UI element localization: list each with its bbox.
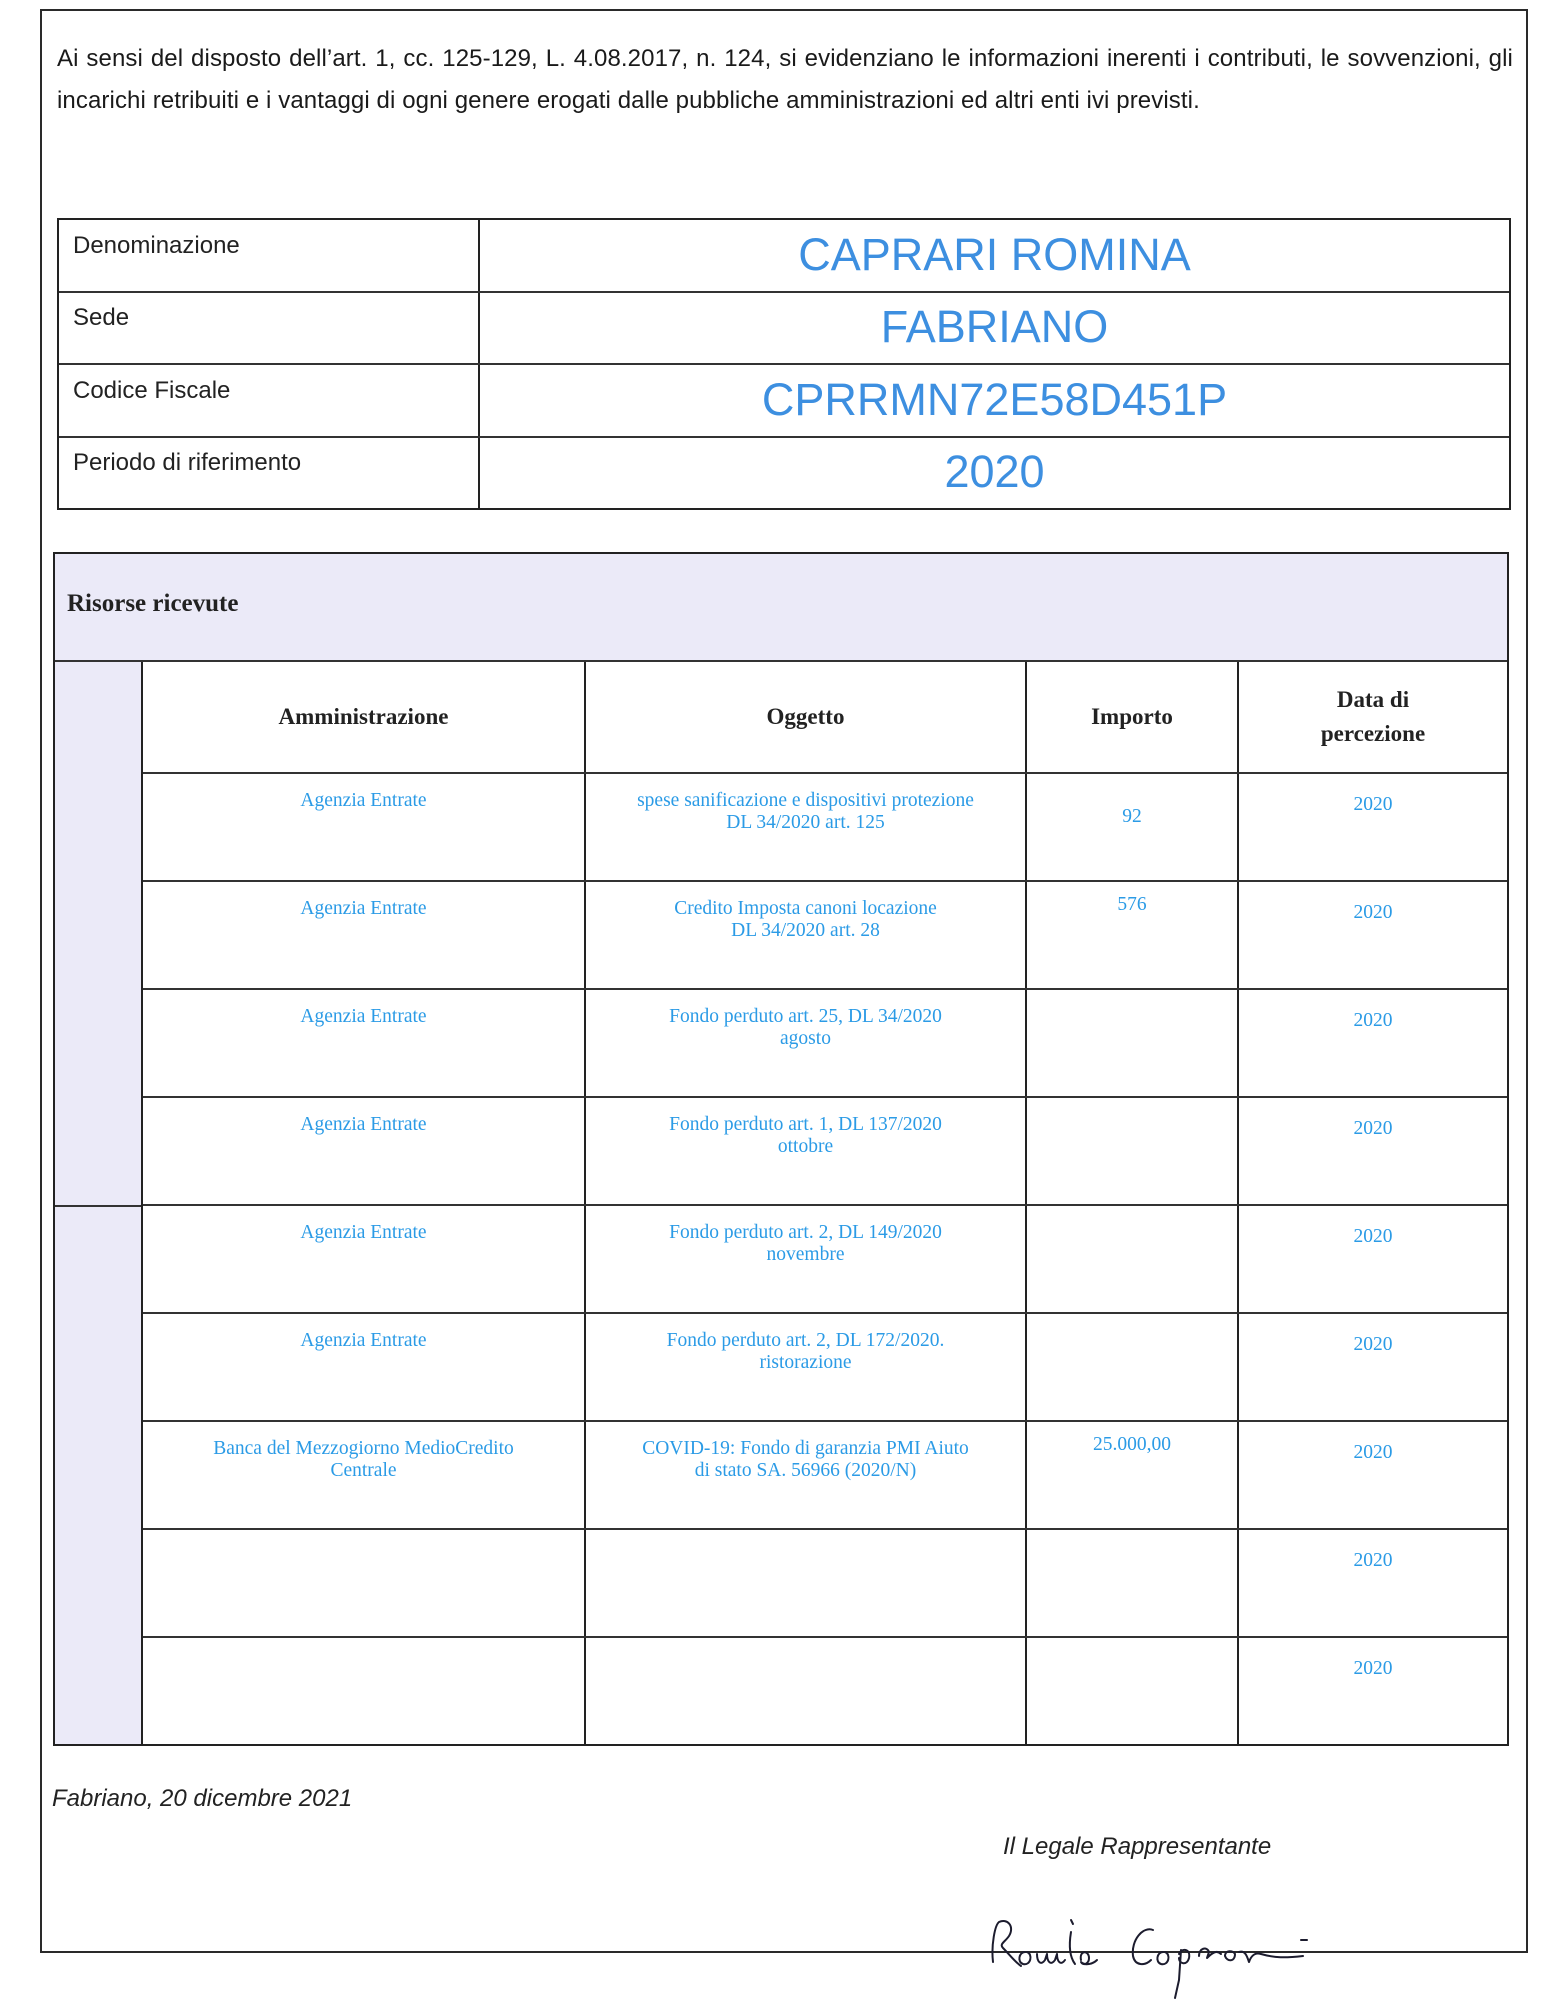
header-oggetto: Oggetto <box>586 662 1027 772</box>
cell-data-percezione: 2020 <box>1353 1658 1393 1679</box>
oggetto-line-2: agosto <box>780 1028 831 1049</box>
oggetto-line-1: Fondo perduto art. 25, DL 34/2020 <box>669 1006 942 1027</box>
info-label: Sede <box>73 304 130 331</box>
cell-oggetto <box>586 882 1027 988</box>
intro-paragraph: Ai sensi del disposto dell’art. 1, cc. 125-129, L. 4.08.2017, n. 124, si evidenziano le informazioni inerenti i contributi, le sovvenzioni, gli incarichi retribuiti e i vantaggi di ogni genere erogati dalle pubbliche amministrazioni ed altri enti ivi previsti. <box>57 45 1513 114</box>
cell-amministrazione: Agenzia Entrate <box>143 990 586 1096</box>
cell-oggetto <box>586 1638 1027 1746</box>
cell-importo: 92 <box>1027 774 1239 880</box>
representative-label: Il Legale Rappresentante <box>1003 1833 1272 1860</box>
header-amministrazione: Amministrazione <box>143 662 586 772</box>
oggetto-line-2: ottobre <box>777 1136 834 1157</box>
resources-title: Risorse ricevute <box>67 590 239 617</box>
oggetto-line-2: ristorazione <box>759 1352 852 1373</box>
cell-oggetto <box>586 1098 1027 1204</box>
oggetto-line-1: Fondo perduto art. 2, DL 149/2020 <box>669 1222 942 1243</box>
info-label: Periodo di riferimento <box>73 449 302 476</box>
table-row <box>143 1638 1507 1746</box>
oggetto-line-1: Fondo perduto art. 2, DL 172/2020. <box>666 1330 945 1351</box>
table-row <box>143 1530 1507 1638</box>
cell-amministrazione: Agenzia Entrate <box>143 882 586 988</box>
cell-oggetto <box>586 774 1027 880</box>
info-value: CPRRMN72E58D451P <box>761 374 1228 425</box>
cell-importo <box>1027 1098 1239 1204</box>
cell-oggetto <box>586 990 1027 1096</box>
header-data-line1: Data di <box>1336 687 1410 712</box>
table-row <box>143 1422 1507 1530</box>
oggetto-line-1: Credito Imposta canoni locazione <box>674 898 937 919</box>
cell-importo <box>1027 1314 1239 1420</box>
table-row <box>143 1314 1507 1422</box>
oggetto-line-2: DL 34/2020 art. 28 <box>731 920 880 941</box>
table-row <box>143 774 1507 882</box>
info-value: CAPRARI ROMINA <box>798 229 1191 280</box>
header-data-percezione <box>1239 662 1507 772</box>
cell-importo <box>1027 1206 1239 1312</box>
cell-importo <box>1027 990 1239 1096</box>
oggetto-line-1: spese sanificazione e dispositivi protezione <box>637 790 974 811</box>
oggetto-line-2: DL 34/2020 art. 125 <box>726 812 885 833</box>
table-row <box>143 1098 1507 1206</box>
info-table <box>57 218 1511 510</box>
cell-oggetto <box>586 1314 1027 1420</box>
table-row <box>143 990 1507 1098</box>
signature <box>985 1900 1425 2000</box>
cell-importo <box>1027 1638 1239 1746</box>
resources-title-band <box>55 554 1507 662</box>
info-row-sede <box>59 292 1509 365</box>
cell-data-percezione: 2020 <box>1353 1118 1393 1139</box>
oggetto-line-2: novembre <box>766 1244 845 1265</box>
oggetto-line-1: COVID-19: Fondo di garanzia PMI Aiuto <box>642 1438 969 1459</box>
cell-importo <box>1027 1530 1239 1636</box>
cell-oggetto <box>586 1530 1027 1636</box>
cell-data-percezione: 2020 <box>1353 1550 1393 1571</box>
info-row-denominazione <box>59 220 1509 293</box>
cell-data-percezione: 2020 <box>1353 794 1393 815</box>
cell-data-percezione: 2020 <box>1353 1010 1393 1031</box>
oggetto-line-1: Fondo perduto art. 1, DL 137/2020 <box>669 1114 942 1135</box>
cell-data-percezione: 2020 <box>1353 1442 1393 1463</box>
header-importo: Importo <box>1027 662 1239 772</box>
cell-amministrazione: Banca del Mezzogiorno MedioCredito Centrale <box>143 1422 586 1528</box>
table-row <box>143 1206 1507 1314</box>
cell-data-percezione: 2020 <box>1353 902 1393 923</box>
table-row <box>143 882 1507 990</box>
info-label: Denominazione <box>73 232 240 259</box>
cell-amministrazione: Agenzia Entrate <box>143 1206 586 1312</box>
cell-data-percezione: 2020 <box>1353 1334 1393 1355</box>
side-column-split <box>55 1205 141 1207</box>
cell-importo: 25.000,00 <box>1027 1422 1239 1528</box>
info-row-codice-fiscale <box>59 365 1509 438</box>
resources-grid <box>141 662 1507 1744</box>
cell-amministrazione <box>143 1530 586 1636</box>
info-value: FABRIANO <box>880 301 1109 352</box>
oggetto-line-2: di stato SA. 56966 (2020/N) <box>694 1460 917 1481</box>
resources-table <box>53 552 1509 1746</box>
place-date: Fabriano, 20 dicembre 2021 <box>52 1785 353 1812</box>
cell-amministrazione: Agenzia Entrate <box>143 774 586 880</box>
cell-importo: 576 <box>1027 882 1239 988</box>
info-row-periodo <box>59 437 1509 510</box>
cell-amministrazione <box>143 1638 586 1746</box>
cell-oggetto <box>586 1206 1027 1312</box>
info-value: 2020 <box>944 446 1045 497</box>
cell-oggetto <box>586 1422 1027 1528</box>
cell-amministrazione: Agenzia Entrate <box>143 1098 586 1204</box>
header-data-line2: percezione <box>1320 721 1426 746</box>
table-header-row <box>143 662 1507 774</box>
info-label: Codice Fiscale <box>73 377 231 404</box>
cell-amministrazione: Agenzia Entrate <box>143 1314 586 1420</box>
cell-data-percezione: 2020 <box>1353 1226 1393 1247</box>
